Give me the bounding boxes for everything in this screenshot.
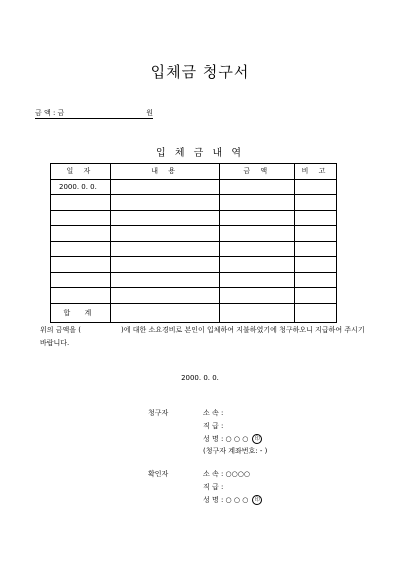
header-remarks: 비 고 (295, 164, 337, 180)
paragraph-part2: )에 대한 소요경비로 본인이 입체하여 지불하였기에 청구하오니 지급하여 주시기 바랍니다. (40, 326, 365, 347)
claimant-account: (청구자 계좌번호: - ) (203, 447, 268, 455)
table-cell (295, 226, 337, 242)
header-amount: 금 액 (220, 164, 295, 180)
claimant-name: 성 명 : ○ ○ ○ (203, 435, 249, 443)
table-row (51, 210, 337, 226)
total-row (51, 303, 337, 322)
table-cell (220, 195, 295, 211)
table-cell (51, 226, 111, 242)
approver-name-line (203, 494, 262, 507)
claimant-role: 청구자 (148, 409, 169, 417)
paragraph-part1: 위의 금액을 ( (40, 326, 81, 334)
table-cell (295, 179, 337, 195)
total-cell (220, 303, 295, 322)
table-cell (295, 288, 337, 304)
table-row (51, 272, 337, 288)
approver-name: 성 명 : ○ ○ ○ (203, 496, 249, 504)
table-cell (220, 179, 295, 195)
table-cell (110, 179, 220, 195)
table-header-row (51, 164, 337, 180)
header-date: 일 자 (51, 164, 111, 180)
table-cell (295, 195, 337, 211)
table-cell (110, 226, 220, 242)
table-cell (51, 195, 111, 211)
table-cell (51, 257, 111, 273)
table-cell (110, 288, 220, 304)
table-cell (220, 226, 295, 242)
total-cell (295, 303, 337, 322)
table-cell (295, 257, 337, 273)
table-cell (295, 272, 337, 288)
approver-position: 직 급 : (203, 483, 224, 491)
table-cell (220, 257, 295, 273)
table-row (51, 179, 337, 195)
amount-unit: 원 (146, 109, 153, 117)
table-cell (110, 195, 220, 211)
table-cell (51, 241, 111, 257)
approver-role: 확인자 (148, 470, 169, 478)
header-content: 내 용 (110, 164, 220, 180)
table-cell (220, 272, 295, 288)
claimant-dept: 소 속 : (203, 409, 224, 417)
table-row (51, 288, 337, 304)
table-cell (110, 210, 220, 226)
table-row (51, 195, 337, 211)
table-cell (220, 210, 295, 226)
document-date: 2000. 0. 0. (181, 374, 219, 382)
table-cell (295, 210, 337, 226)
table-cell (51, 272, 111, 288)
claimant-position: 직 급 : (203, 422, 224, 430)
seal-icon: 印 (252, 495, 262, 505)
table-cell (110, 241, 220, 257)
total-cell (110, 303, 220, 322)
amount-line (35, 108, 153, 119)
table-row (51, 257, 337, 273)
table-cell (110, 257, 220, 273)
table-cell: 2000. 0. 0. (51, 179, 111, 195)
table-cell (51, 210, 111, 226)
table-cell (51, 288, 111, 304)
amount-underline (35, 108, 153, 119)
table-cell (220, 288, 295, 304)
expense-table (50, 163, 337, 323)
amount-label: 금 액 : 금 (35, 109, 65, 117)
approver-dept: 소 속 : ○○○○ (203, 470, 250, 478)
table-row (51, 226, 337, 242)
table-cell (295, 241, 337, 257)
table-row (51, 241, 337, 257)
section-title: 입 체 금 내 역 (155, 148, 244, 159)
document-title: 입체금 청구서 (150, 63, 250, 81)
total-label: 합 계 (51, 303, 111, 322)
request-paragraph (40, 324, 370, 350)
seal-icon: 印 (252, 434, 262, 444)
table-cell (220, 241, 295, 257)
table-cell (110, 272, 220, 288)
